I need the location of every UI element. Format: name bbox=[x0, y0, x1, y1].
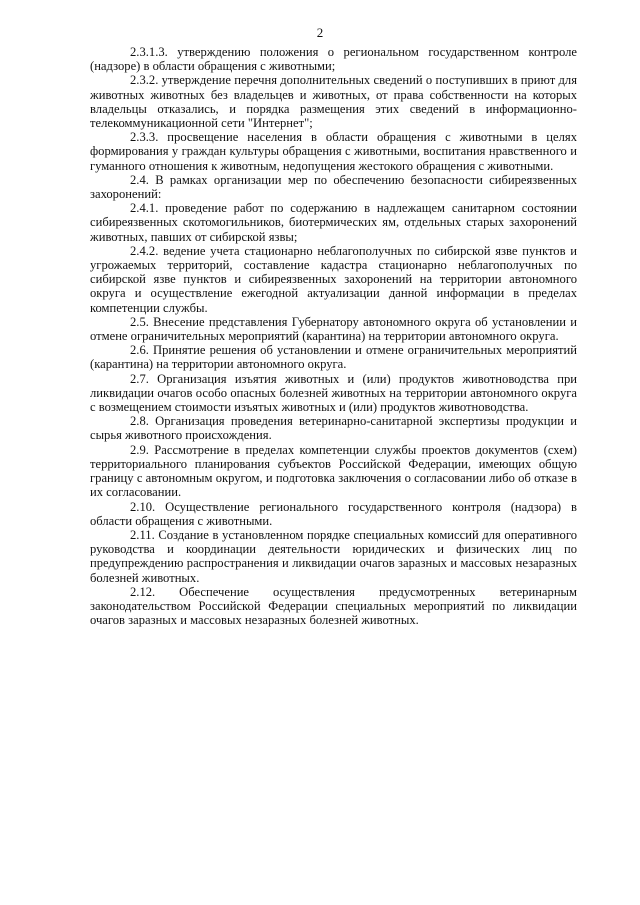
paragraph-2-10: 2.10. Осуществление регионального государственного контроля (надзора) в области обращения с животными. bbox=[90, 499, 577, 528]
paragraph-2-6: 2.6. Принятие решения об установлении и отмене ограничительных мероприятий (карантина) на территории автономного округа. bbox=[90, 343, 577, 372]
paragraph-2-3-3: 2.3.3. просвещение населения в области обращения с животными в целях формирования у граждан культуры обращения с животными, воспитания нравственного и гуманного отношения к животным, недопущения жестокого обращения с животными. bbox=[90, 130, 577, 173]
paragraph-2-4-1: 2.4.1. проведение работ по содержанию в надлежащем санитарном состоянии сибиреязвенных скотомогильников, биотермических ям, отдельных старых захоронений животных, павших от сибирской язвы; bbox=[90, 201, 577, 244]
paragraph-2-8: 2.8. Организация проведения ветеринарно-санитарной экспертизы продукции и сырья животного происхождения. bbox=[90, 414, 577, 443]
paragraph-2-3-2: 2.3.2. утверждение перечня дополнительных сведений о поступивших в приют для животных животных без владельцев и животных, от права собственности на которых владельцы отказались, и порядка размещения этих сведений в информационно-телекоммуникационной сети "Интернет"; bbox=[90, 73, 577, 131]
document-body bbox=[90, 45, 577, 627]
paragraph-2-7: 2.7. Организация изъятия животных и (или) продуктов животноводства при ликвидации очагов особо опасных болезней животных на территории автономного округа с возмещением стоимости изъятых животных и (или) продуктов животноводства. bbox=[90, 371, 577, 415]
paragraph-2-4-2: 2.4.2. ведение учета стационарно неблагополучных по сибирской язве пунктов и угрожаемых территорий, составление кадастра стационарно неблагополучных по сибирской язве пунктов и сибиреязвенных захоронений на территории автономного округа и осуществление ежегодной актуализации данной информации в пределах компетенции службы. bbox=[90, 243, 577, 315]
page-number: 2 bbox=[316, 25, 324, 40]
paragraph-2-4: 2.4. В рамках организации мер по обеспечению безопасности сибиреязвенных захоронений: bbox=[90, 172, 577, 202]
paragraph-2-5: 2.5. Внесение представления Губернатору автономного округа об установлении и отмене ограничительных мероприятий (карантина) на территории автономного округа. bbox=[90, 314, 577, 344]
paragraph-2-9: 2.9. Рассмотрение в пределах компетенции службы проектов документов (схем) территориального планирования субъектов Российской Федерации, имеющих общую границу с автономным округом, и подготовка заключения о согласовании либо об отказе в их согласовании. bbox=[90, 442, 577, 500]
paragraph-2-11: 2.11. Создание в установленном порядке специальных комиссий для оперативного руководства и координации деятельности юридических и физических лиц по предупреждению распространения и ликвидации очагов заразных и массовых незаразных болезней животных. bbox=[90, 527, 577, 585]
paragraph-2-12: 2.12. Обеспечение осуществления предусмотренных ветеринарным законодательством Российской Федерации специальных мероприятий по ликвидации очагов заразных и массовых незаразных болезней животных. bbox=[90, 584, 577, 628]
paragraph-2-3-1-3: 2.3.1.3. утверждению положения о региональном государственном контроле (надзоре) в области обращения с животными; bbox=[90, 45, 577, 74]
